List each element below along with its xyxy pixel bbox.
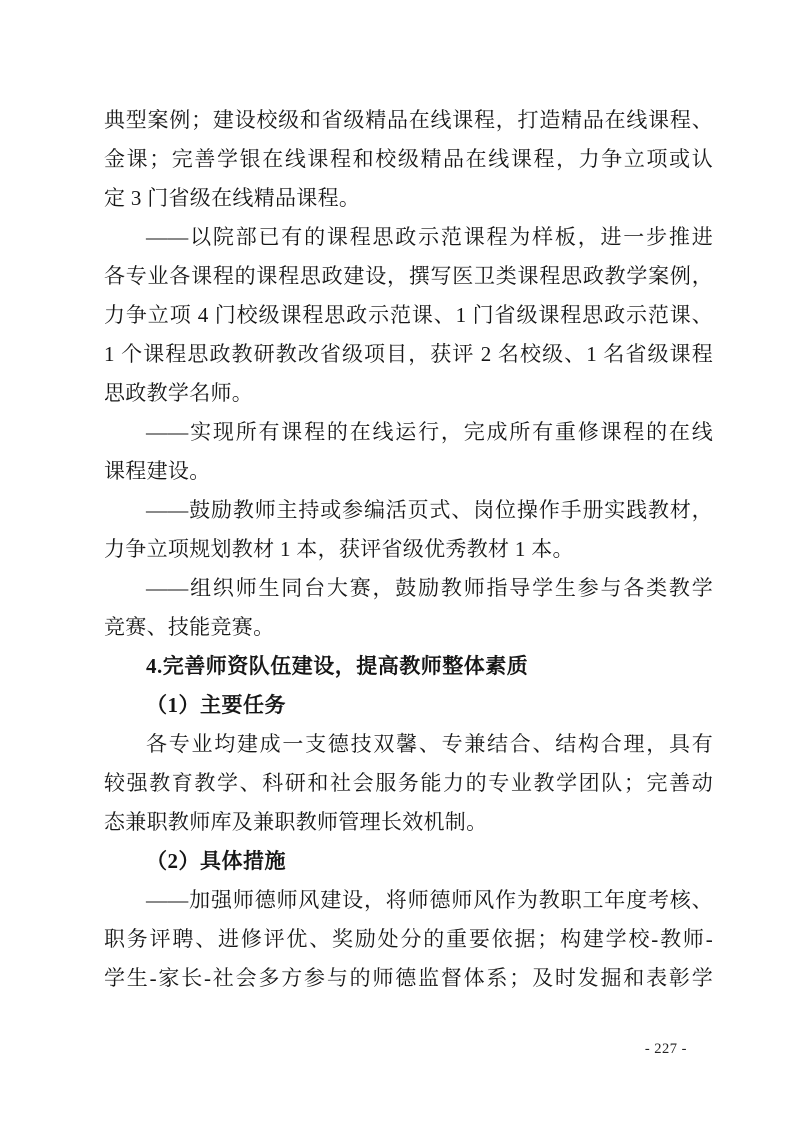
body-paragraph [104,725,713,842]
heading-paragraph [104,842,713,881]
text-line: 4.完善师资队伍建设，提高教师整体素质 [146,654,529,678]
text-line: 力争立项规划教材 1 本，获评省级优秀教材 1 本。 [104,537,574,561]
text-line: ——实现所有课程的在线运行，完成所有重修课程的在线 [146,420,713,444]
text-line: 力争立项 4 门校级课程思政示范课、1 门省级课程思政示范课、 [104,303,713,327]
page-number: - 227 - [644,1041,687,1057]
body-paragraph [104,218,713,413]
document-body [104,101,713,998]
body-paragraph [104,101,713,218]
text-line: 各专业各课程的课程思政建设，撰写医卫类课程思政教学案例， [104,264,713,288]
text-line: 典型案例；建设校级和省级精品在线课程，打造精品在线课程、 [104,108,713,132]
text-line: 思政教学名师。 [104,381,254,405]
text-line: 竞赛、技能竞赛。 [104,615,275,639]
text-line: 态兼职教师库及兼职教师管理长效机制。 [104,810,488,834]
body-paragraph [104,491,713,569]
text-line: 职务评聘、进修评优、奖励处分的重要依据；构建学校-教师- [104,927,713,951]
heading-paragraph [104,686,713,725]
text-line: 定 3 门省级在线精品课程。 [104,186,361,210]
text-line: （1）主要任务 [146,693,286,717]
body-paragraph [104,569,713,647]
heading-paragraph [104,647,713,686]
text-line: 学生-家长-社会多方参与的师德监督体系；及时发掘和表彰学 [104,966,713,990]
text-line: 金课；完善学银在线课程和校级精品在线课程，力争立项或认 [104,147,713,171]
body-paragraph [104,881,713,998]
text-line: 各专业均建成一支德技双馨、专兼结合、结构合理，具有 [146,732,713,756]
body-paragraph [104,413,713,491]
text-line: （2）具体措施 [146,849,286,873]
text-line: 课程建设。 [104,459,211,483]
text-line: ——鼓励教师主持或参编活页式、岗位操作手册实践教材， [146,498,713,522]
text-line: ——加强师德师风建设，将师德师风作为教职工年度考核、 [146,888,713,912]
text-line: ——组织师生同台大赛，鼓励教师指导学生参与各类教学 [146,576,713,600]
text-line: 较强教育教学、科研和社会服务能力的专业教学团队；完善动 [104,771,713,795]
text-line: ——以院部已有的课程思政示范课程为样板，进一步推进 [146,225,713,249]
text-line: 1 个课程思政教研教改省级项目，获评 2 名校级、1 名省级课程 [104,342,713,366]
